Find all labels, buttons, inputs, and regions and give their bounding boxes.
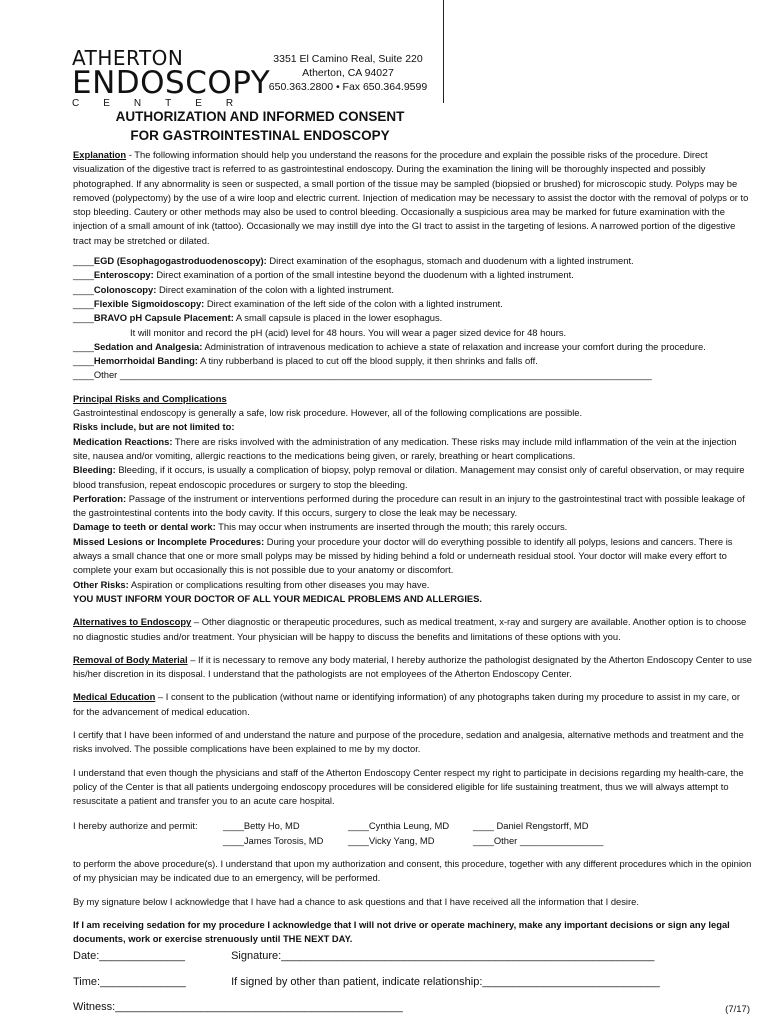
procedure-item[interactable] bbox=[73, 283, 753, 297]
procedure-blank[interactable]: ____ bbox=[73, 312, 94, 324]
physician-authorization bbox=[73, 819, 753, 848]
time-field[interactable]: Time:______________ bbox=[73, 976, 186, 988]
risk-desc: Passage of the instrument or interventions performed during the procedure can result in an injury to the gastrointestinal tract with possible leakage of the gastrointestinal contents into the body cavity. If this occurs, surgery to close the leak may be necessary. bbox=[73, 492, 745, 519]
witness-field[interactable]: Witness:_______________________________________________ bbox=[73, 1001, 403, 1013]
education-text: – I consent to the publication (without name or identifying information) of any photographs taken during my procedure to assist in my care, or for the advancement of medical education. bbox=[73, 691, 741, 717]
risk-desc: During your procedure your doctor will do everything possible to identify all polyps, lesions and cancers. There is always a small chance that one or more small polyps may be missed by hiding behind a fold or underneath residual stool. Your doctor will make every effort to complete your exam but occasionally this is not possible due to your anatomy or discomfort. bbox=[73, 535, 733, 576]
procedure-desc: Direct examination of the colon with a lighted instrument. bbox=[156, 283, 394, 295]
risk-item bbox=[73, 435, 753, 464]
procedure-desc: Administration of intravenous medication to achieve a state of relaxation and increase your comfort during the procedure. bbox=[202, 340, 706, 352]
address-line2: Atherton, CA 94027 bbox=[302, 67, 394, 79]
risk-name: Bleeding: bbox=[73, 464, 116, 476]
bravo-continuation: It will monitor and record the pH (acid) level for 48 hours. You will wear a pager sized device for 48 hours. bbox=[130, 326, 567, 338]
procedure-desc: Direct examination of the esophagus, stomach and duodenum with a lighted instrument. bbox=[266, 255, 634, 267]
procedure-blank[interactable]: ____ bbox=[73, 255, 94, 267]
risk-name: Perforation: bbox=[73, 492, 127, 504]
signature-field[interactable]: Signature:_____________________________________________________________ bbox=[231, 950, 655, 962]
risk-name: Damage to teeth or dental work: bbox=[73, 521, 216, 533]
procedure-name: Colonoscopy: bbox=[93, 283, 157, 295]
physician-option[interactable]: ____Betty Ho, MD bbox=[223, 820, 300, 832]
risks-heading: Principal Risks and Complications bbox=[73, 392, 227, 404]
risk-item bbox=[73, 578, 753, 592]
perform-paragraph: to perform the above procedure(s). I understand that upon my authorization and consent, this procedure, together with any different procedures which in the opinion of my physician may be indicated due to an emergency, will be performed. bbox=[73, 858, 752, 884]
risks-intro: Gastrointestinal endoscopy is generally a safe, low risk procedure. However, all of the following complications are possible. bbox=[73, 407, 583, 419]
procedure-name: Hemorrhoidal Banding: bbox=[93, 355, 199, 367]
alternatives-text: – Other diagnostic or therapeutic procedures, such as medical treatment, x-ray and surgery are available. Another option is to choose no diagnostic studies and/or treatment. Your physician will be happy to discuss the benefits and limitations of these options with you. bbox=[73, 616, 747, 642]
form-title bbox=[60, 107, 460, 145]
physician-column bbox=[473, 819, 643, 848]
procedure-item[interactable] bbox=[73, 340, 753, 354]
procedure-item[interactable] bbox=[73, 297, 753, 311]
logo-line2: ENDOSCOPY bbox=[72, 65, 271, 101]
explanation-text: - The following information should help you understand the reasons for the procedure and explain the possible risks of the procedure. Direct visualization of the digestive tract is referred to as gastrointestinal endoscopy. During the examination the lining will be thoroughly inspected and possibly photographed. If any abnormality is seen or suspected, a small portion of the tissue may be sampled (biopsied or brushed) for microscopic study. Polyps may be removed (polypectomy) by the use of a wire loop and electric current. Injection of medication may be necessary to assist the doctor with the removal of polyps or to stop bleeding. Cautery or other methods may also be used to control bleeding. Occasionally a suspicious area may be marked for future examination with the injection of a small amount of ink (tattoo). Occasionally we may instill dye into the GI tract to assist in the targeting of lesions. A narrowed portion of the digestive tract may be stretched or dilated. bbox=[73, 149, 749, 246]
risk-desc: There are risks involved with the administration of any medication. These risks may include mild inflammation of the vein at the injection site, nausea and/or vomiting, allergic reactions to the medications being given, or rarely, breathing or heart complications. bbox=[73, 435, 737, 461]
procedure-blank[interactable]: ____ bbox=[73, 283, 94, 295]
physician-option[interactable]: ____Vicky Yang, MD bbox=[348, 834, 435, 846]
physician-column bbox=[348, 819, 473, 848]
must-inform-notice: YOU MUST INFORM YOUR DOCTOR OF ALL YOUR MEDICAL PROBLEMS AND ALLERGIES. bbox=[73, 592, 483, 604]
risks-include: Risks include, but are not limited to: bbox=[73, 421, 235, 433]
procedure-desc: Direct examination of the left side of the colon with a lighted instrument. bbox=[204, 297, 503, 309]
address-block bbox=[268, 52, 428, 94]
procedure-desc: Direct examination of a portion of the small intestine beyond the duodenum with a lighted instrument. bbox=[153, 269, 574, 281]
procedure-desc: A small capsule is placed in the lower esophagus. bbox=[233, 312, 443, 324]
form-version: (7/17) bbox=[725, 1004, 750, 1015]
risk-desc: Aspiration or complications resulting from other diseases you may have. bbox=[128, 578, 430, 590]
procedure-item[interactable] bbox=[73, 354, 753, 368]
education-paragraph bbox=[73, 690, 753, 719]
risk-item bbox=[73, 492, 753, 521]
title-line2: FOR GASTROINTESTINAL ENDOSCOPY bbox=[130, 128, 390, 143]
title-line1: AUTHORIZATION AND INFORMED CONSENT bbox=[115, 109, 405, 124]
date-signature-row bbox=[73, 950, 654, 962]
authorize-label: I hereby authorize and permit: bbox=[73, 820, 198, 832]
address-line1: 3351 El Camino Real, Suite 220 bbox=[273, 53, 423, 65]
alternatives-paragraph bbox=[73, 615, 753, 644]
sedation-notice: If I am receiving sedation for my procedure I acknowledge that I will not drive or operate machinery, make any important decisions or sign any legal documents, work or exercise strenuously until THE NEXT DAY. bbox=[73, 918, 730, 945]
header-divider bbox=[443, 0, 444, 103]
risk-name: Other Risks: bbox=[73, 578, 129, 590]
atherton-logo bbox=[72, 48, 270, 111]
procedure-item[interactable] bbox=[73, 311, 753, 325]
risk-desc: This may occur when instruments are inserted through the mouth; this rarely occurs. bbox=[215, 521, 568, 533]
procedure-name: BRAVO pH Capsule Placement: bbox=[93, 312, 234, 324]
procedure-name: Enteroscopy: bbox=[93, 269, 154, 281]
understand-paragraph: I understand that even though the physicians and staff of the Atherton Endoscopy Center respect my right to participate in decisions regarding my health-care, the policy of the Center is that all patients undergoing endoscopy procedures will be considered eligible for life sustaining treatment, thus we will always attempt to resuscitate a patient and transfer you to an acute care hospital. bbox=[73, 766, 744, 807]
certify-paragraph: I certify that I have been informed of and understand the nature and purpose of the procedure, sedation and analgesia, alternative methods and treatment and the risks involved. The possible complications have been explained to me by my doctor. bbox=[73, 728, 744, 755]
risk-name: Missed Lesions or Incomplete Procedures: bbox=[73, 535, 265, 547]
education-heading: Medical Education bbox=[73, 691, 156, 703]
risk-desc: Bleeding, if it occurs, is usually a complication of biopsy, polyp removal or dilation. Management may consist only of careful observation, or may require blood transfusion, repeat endoscopic procedures or surgery to stop the bleeding. bbox=[73, 464, 745, 490]
alternatives-heading: Alternatives to Endoscopy bbox=[73, 616, 192, 628]
witness-row bbox=[73, 1001, 403, 1013]
procedure-blank[interactable]: ____ bbox=[73, 269, 94, 281]
risk-item bbox=[73, 520, 753, 534]
acknowledge-paragraph: By my signature below I acknowledge that I have had a chance to ask questions and that I have received all the information that I desire. bbox=[73, 895, 639, 907]
removal-paragraph bbox=[73, 653, 753, 682]
procedure-name: Flexible Sigmoidoscopy: bbox=[93, 297, 205, 309]
risk-name: Medication Reactions: bbox=[73, 435, 173, 447]
date-field[interactable]: Date:______________ bbox=[73, 950, 185, 962]
procedure-item[interactable] bbox=[73, 268, 753, 282]
physician-option[interactable]: ____Cynthia Leung, MD bbox=[348, 820, 450, 832]
procedure-blank[interactable]: ____ bbox=[73, 355, 94, 367]
explanation-paragraph bbox=[73, 148, 753, 248]
risk-item bbox=[73, 535, 753, 578]
logo-line3: CENTER bbox=[72, 98, 258, 109]
explanation-heading: Explanation bbox=[73, 149, 127, 160]
procedure-item[interactable] bbox=[73, 254, 753, 268]
procedure-name: Sedation and Analgesia: bbox=[93, 340, 203, 352]
removal-heading: Removal of Body Material bbox=[73, 653, 188, 665]
time-relationship-row bbox=[73, 976, 660, 988]
other-procedure-field[interactable]: ____Other ______________________________________________________________________________________________________ bbox=[73, 369, 652, 381]
removal-text: – If it is necessary to remove any body material, I hereby authorize the pathologist designated by the Atherton Endoscopy Center to use his/her discretion in its disposal. I understand that the pathologists are not employees of the Atherton Endoscopy Center. bbox=[73, 653, 753, 680]
relationship-field[interactable]: If signed by other than patient, indicate relationship:_____________________________ bbox=[231, 976, 660, 988]
physician-column bbox=[223, 819, 348, 848]
risk-item bbox=[73, 463, 753, 492]
procedure-blank[interactable]: ____ bbox=[73, 340, 94, 352]
form-body bbox=[73, 148, 753, 947]
procedure-desc: A tiny rubberband is placed to cut off the blood supply, it then shrinks and falls off. bbox=[198, 355, 538, 367]
procedure-blank[interactable]: ____ bbox=[73, 297, 94, 309]
logo-line1: ATHERTON bbox=[72, 46, 184, 70]
physician-option[interactable]: ____Other ________________ bbox=[473, 834, 604, 846]
physician-option[interactable]: ____James Torosis, MD bbox=[223, 834, 324, 846]
physician-option[interactable]: ____ Daniel Rengstorff, MD bbox=[473, 820, 589, 832]
address-phone: 650.363.2800 • Fax 650.364.9599 bbox=[268, 81, 428, 93]
procedure-name: EGD (Esophagogastroduodenoscopy): bbox=[93, 255, 267, 267]
